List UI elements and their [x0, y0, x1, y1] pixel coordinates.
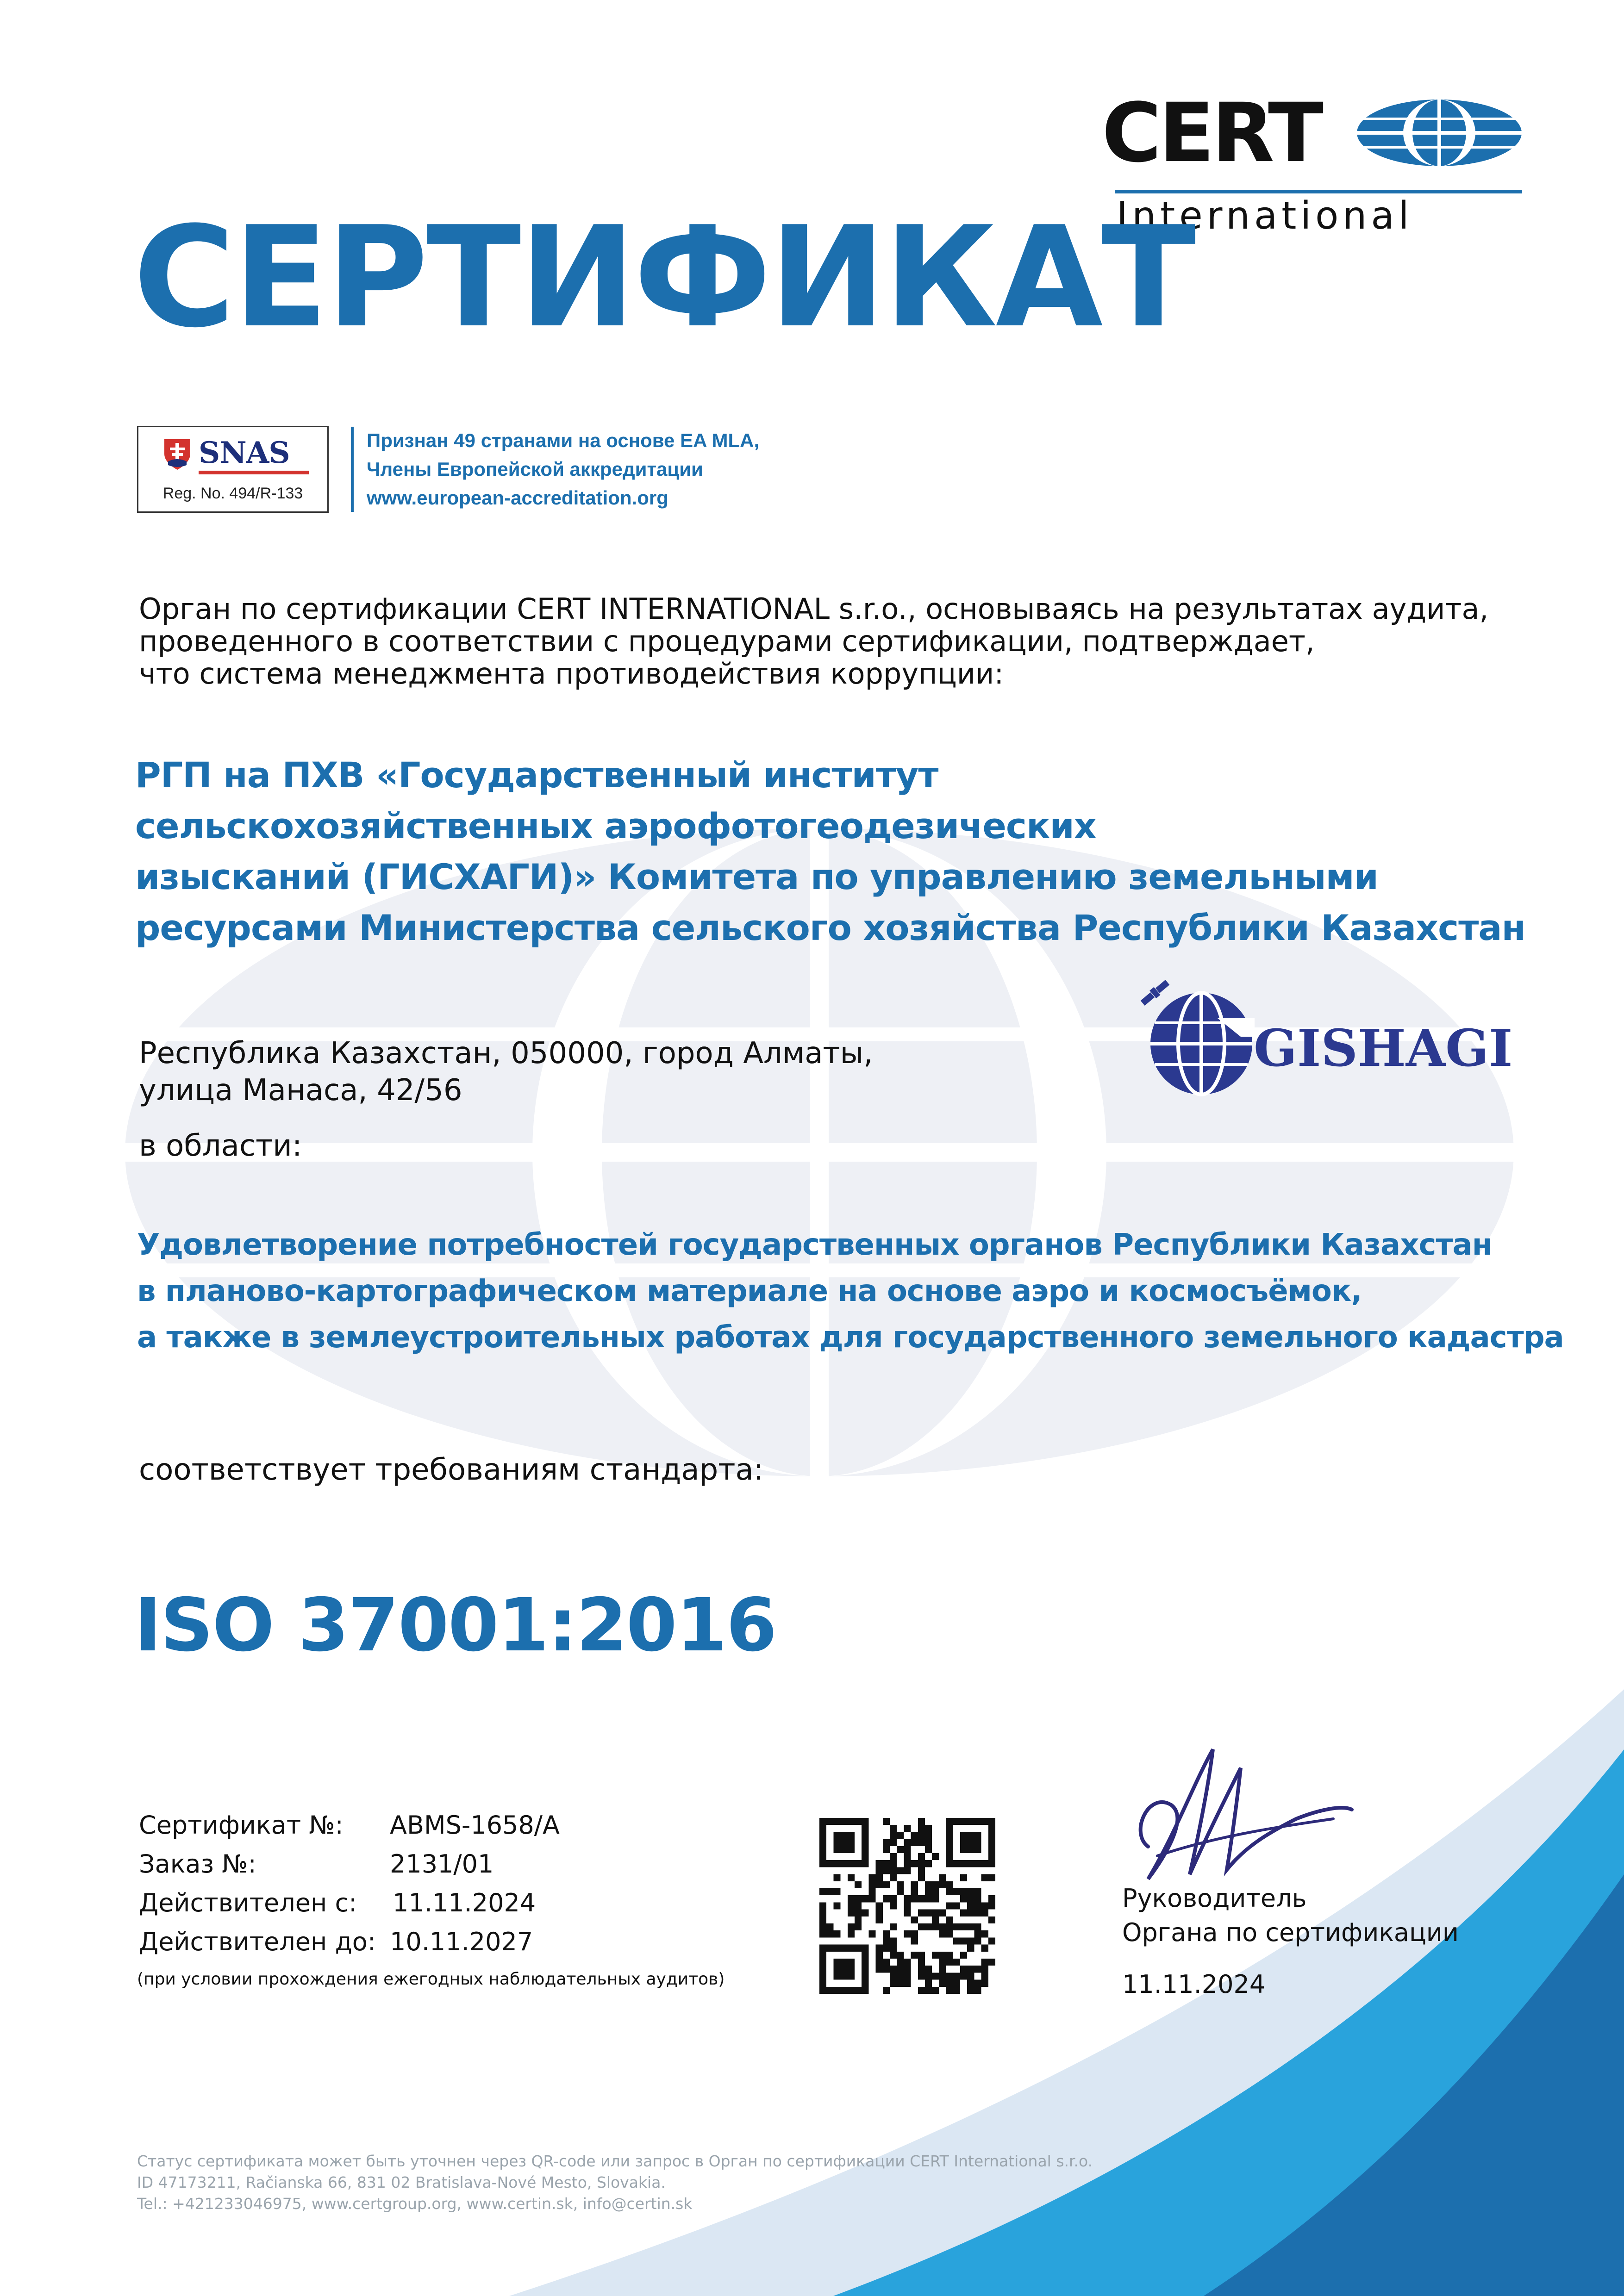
valid-from-value: 11.11.2024 — [393, 1888, 536, 1917]
order-no-label: Заказ №: — [139, 1849, 256, 1879]
accreditation-divider — [351, 427, 354, 512]
accreditation-line: Члены Европейской аккредитации — [367, 458, 703, 480]
gishagi-text: GISHAGI — [1254, 1018, 1513, 1078]
standard-name: ISO 37001:2016 — [134, 1583, 776, 1668]
accreditation-line: Признан 49 странами на основе EA MLA, — [367, 429, 760, 451]
signature — [1120, 1740, 1361, 1893]
intro-line: Орган по сертификации CERT INTERNATIONAL s.r.o., основываясь на результатах аудита, — [139, 592, 1489, 626]
accreditation-link[interactable]: www.european-accreditation.org — [367, 487, 668, 509]
logo-brand: CERT — [1102, 86, 1321, 180]
page-title: СЕРТИФИКАТ — [133, 197, 1194, 358]
scope-line: а также в землеустроительных работах для государственного земельного кадастра — [137, 1320, 1564, 1355]
snas-reg-no: Reg. No. 494/R-133 — [162, 485, 303, 502]
conformity-label: соответствует требованиям стандарта: — [139, 1453, 764, 1487]
snas-name: SNAS — [199, 436, 290, 470]
certificate-no-value: ABMS-1658/A — [390, 1811, 560, 1840]
footer-line: Tel.: +421233046975, www.certgroup.org, www.certin.sk, info@certin.sk — [137, 2195, 693, 2213]
intro-line: проведенного в соответствии с процедурами сертификации, подтверждает, — [139, 624, 1315, 658]
certificate-no-label: Сертификат №: — [139, 1811, 344, 1840]
shield-icon — [163, 438, 191, 471]
gishagi-logo — [1134, 972, 1513, 1101]
footer-line: ID 47173211, Račianska 66, 831 02 Bratislava-Nové Mesto, Slovakia. — [137, 2173, 666, 2191]
logo-rule — [1115, 190, 1522, 193]
valid-until-label: Действителен до: — [139, 1927, 376, 1956]
organization-line: изысканий (ГИСХАГИ)» Комитета по управлению земельными — [135, 856, 1378, 897]
organization-line: ресурсами Министерства сельского хозяйства Республики Казахстан — [135, 907, 1526, 948]
logo-subtitle: International — [1117, 194, 1413, 238]
signatory-title: Руководитель — [1122, 1884, 1307, 1913]
signatory-date: 11.11.2024 — [1122, 1970, 1266, 1999]
valid-from-label: Действителен с: — [139, 1888, 357, 1917]
qr-code[interactable] — [819, 1818, 995, 1994]
footer-line: Статус сертификата может быть уточнен через QR-code или запрос в Орган по сертификации CERT International s.r.o. — [137, 2152, 1093, 2170]
address-line: улица Манаса, 42/56 — [139, 1073, 462, 1108]
address-line: Республика Казахстан, 050000, город Алматы, — [139, 1036, 873, 1070]
valid-until-value: 10.11.2027 — [390, 1927, 533, 1956]
scope-line: Удовлетворение потребностей государственных органов Республики Казахстан — [137, 1228, 1492, 1262]
snas-underline — [199, 471, 309, 474]
organization-line: сельскохозяйственных аэрофотогеодезических — [135, 805, 1096, 846]
g-globe-icon — [1148, 990, 1255, 1097]
snas-accreditation-mark — [137, 426, 329, 513]
scope-label: в области: — [139, 1129, 302, 1163]
scope-line: в планово-картографическом материале на основе аэро и космосъёмок, — [137, 1274, 1362, 1308]
surveillance-note: (при условии прохождения ежегодных наблюдательных аудитов) — [137, 1970, 725, 1989]
intro-line: что система менеджмента противодействия коррупции: — [139, 657, 1004, 691]
signatory-title: Органа по сертификации — [1122, 1918, 1459, 1947]
order-no-value: 2131/01 — [390, 1849, 494, 1879]
globe-icon — [1355, 98, 1523, 168]
organization-line: РГП на ПХВ «Государственный институт — [135, 754, 938, 796]
